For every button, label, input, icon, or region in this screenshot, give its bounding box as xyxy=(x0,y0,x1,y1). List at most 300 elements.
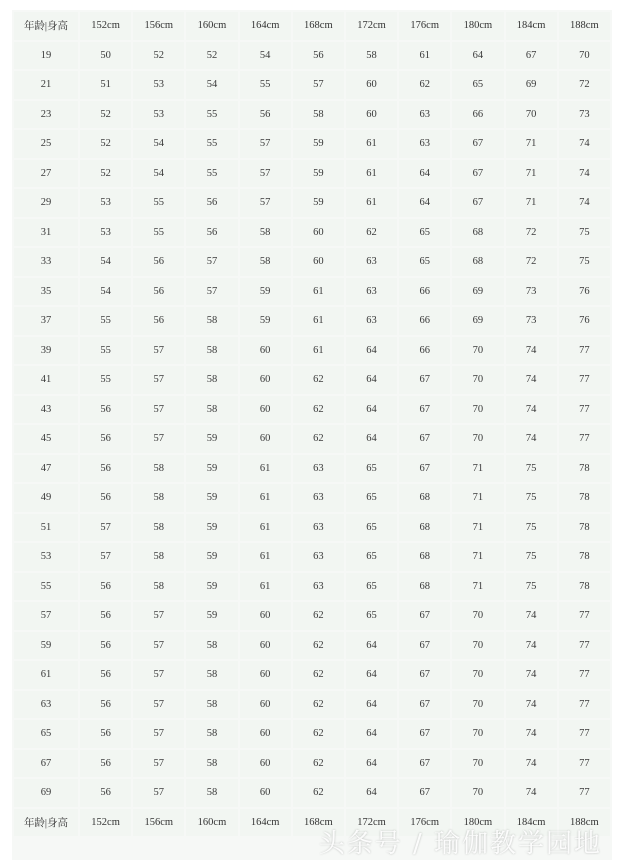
weight-cell: 75 xyxy=(506,543,557,571)
weight-cell: 75 xyxy=(506,455,557,483)
weight-cell: 59 xyxy=(186,455,237,483)
weight-cell: 53 xyxy=(80,219,131,247)
weight-cell: 56 xyxy=(80,691,131,719)
weight-cell: 58 xyxy=(240,248,291,276)
weight-cell: 67 xyxy=(399,750,450,778)
weight-cell: 63 xyxy=(293,484,344,512)
weight-cell: 76 xyxy=(559,278,610,306)
weight-cell: 56 xyxy=(133,278,184,306)
table-row xyxy=(14,455,610,483)
weight-cell: 57 xyxy=(186,248,237,276)
weight-cell: 59 xyxy=(186,602,237,630)
table-row xyxy=(14,750,610,778)
weight-cell: 58 xyxy=(133,484,184,512)
table-row xyxy=(14,484,610,512)
weight-cell: 58 xyxy=(186,396,237,424)
watermark-text: 头条号 / 瑜伽教学园地 xyxy=(318,829,602,859)
weight-cell: 56 xyxy=(133,248,184,276)
weight-cell: 59 xyxy=(186,514,237,542)
weight-cell: 73 xyxy=(559,101,610,129)
weight-cell: 65 xyxy=(346,573,397,601)
weight-cell: 70 xyxy=(452,779,503,807)
weight-cell: 65 xyxy=(346,543,397,571)
weight-cell: 71 xyxy=(452,455,503,483)
age-cell: 65 xyxy=(14,720,78,748)
height-header-cell: 176cm xyxy=(399,12,450,40)
weight-cell: 58 xyxy=(133,455,184,483)
table-row xyxy=(14,366,610,394)
weight-cell: 50 xyxy=(80,42,131,70)
weight-cell: 56 xyxy=(133,307,184,335)
table-row xyxy=(14,71,610,99)
weight-cell: 75 xyxy=(506,573,557,601)
table-row xyxy=(14,779,610,807)
weight-cell: 70 xyxy=(452,720,503,748)
weight-cell: 59 xyxy=(293,189,344,217)
weight-cell: 60 xyxy=(240,602,291,630)
weight-cell: 72 xyxy=(559,71,610,99)
weight-cell: 58 xyxy=(186,750,237,778)
weight-cell: 56 xyxy=(240,101,291,129)
weight-cell: 61 xyxy=(293,307,344,335)
weight-cell: 63 xyxy=(346,248,397,276)
age-cell: 35 xyxy=(14,278,78,306)
weight-cell: 67 xyxy=(399,632,450,660)
table-row xyxy=(14,543,610,571)
weight-cell: 78 xyxy=(559,484,610,512)
height-header-cell: 172cm xyxy=(346,809,397,837)
weight-cell: 64 xyxy=(346,779,397,807)
weight-cell: 58 xyxy=(186,307,237,335)
table-row xyxy=(14,248,610,276)
weight-cell: 60 xyxy=(346,101,397,129)
weight-cell: 57 xyxy=(133,337,184,365)
age-cell: 29 xyxy=(14,189,78,217)
weight-cell: 64 xyxy=(346,337,397,365)
weight-cell: 64 xyxy=(346,425,397,453)
weight-cell: 77 xyxy=(559,425,610,453)
age-cell: 45 xyxy=(14,425,78,453)
weight-cell: 78 xyxy=(559,573,610,601)
weight-cell: 63 xyxy=(293,455,344,483)
weight-cell: 62 xyxy=(293,779,344,807)
weight-cell: 64 xyxy=(346,632,397,660)
weight-cell: 65 xyxy=(346,484,397,512)
header-label-cell: 年龄|身高 xyxy=(14,12,78,40)
weight-cell: 58 xyxy=(293,101,344,129)
weight-cell: 74 xyxy=(506,396,557,424)
weight-cell: 74 xyxy=(506,602,557,630)
weight-cell: 67 xyxy=(399,779,450,807)
weight-cell: 61 xyxy=(240,514,291,542)
height-header-cell: 172cm xyxy=(346,12,397,40)
weight-cell: 70 xyxy=(559,42,610,70)
weight-cell: 74 xyxy=(559,130,610,158)
weight-cell: 57 xyxy=(133,396,184,424)
height-header-cell: 160cm xyxy=(186,12,237,40)
weight-cell: 52 xyxy=(80,101,131,129)
age-cell: 47 xyxy=(14,455,78,483)
height-header-cell: 160cm xyxy=(186,809,237,837)
weight-cell: 60 xyxy=(240,425,291,453)
age-cell: 67 xyxy=(14,750,78,778)
weight-cell: 58 xyxy=(186,720,237,748)
table-row xyxy=(14,691,610,719)
bottom-header-row xyxy=(14,809,610,837)
weight-cell: 70 xyxy=(452,691,503,719)
age-cell: 63 xyxy=(14,691,78,719)
weight-cell: 64 xyxy=(452,42,503,70)
weight-cell: 58 xyxy=(346,42,397,70)
weight-cell: 67 xyxy=(399,691,450,719)
weight-cell: 64 xyxy=(399,189,450,217)
weight-cell: 67 xyxy=(452,189,503,217)
weight-cell: 55 xyxy=(80,337,131,365)
height-header-cell: 164cm xyxy=(240,809,291,837)
age-cell: 39 xyxy=(14,337,78,365)
weight-cell: 77 xyxy=(559,750,610,778)
weight-cell: 65 xyxy=(346,514,397,542)
age-cell: 27 xyxy=(14,160,78,188)
weight-cell: 67 xyxy=(399,602,450,630)
weight-cell: 55 xyxy=(186,160,237,188)
weight-cell: 74 xyxy=(506,691,557,719)
weight-cell: 62 xyxy=(293,691,344,719)
height-header-cell: 156cm xyxy=(133,809,184,837)
weight-cell: 66 xyxy=(399,278,450,306)
weight-cell: 61 xyxy=(346,130,397,158)
weight-cell: 64 xyxy=(346,366,397,394)
weight-cell: 68 xyxy=(452,219,503,247)
weight-cell: 71 xyxy=(452,543,503,571)
weight-cell: 70 xyxy=(452,632,503,660)
weight-cell: 54 xyxy=(80,278,131,306)
weight-cell: 58 xyxy=(133,514,184,542)
weight-cell: 66 xyxy=(399,337,450,365)
weight-cell: 54 xyxy=(133,130,184,158)
weight-cell: 65 xyxy=(346,602,397,630)
weight-cell: 62 xyxy=(293,750,344,778)
weight-cell: 60 xyxy=(240,720,291,748)
weight-cell: 77 xyxy=(559,337,610,365)
weight-cell: 56 xyxy=(80,750,131,778)
weight-cell: 54 xyxy=(80,248,131,276)
weight-cell: 65 xyxy=(346,455,397,483)
weight-cell: 69 xyxy=(452,307,503,335)
weight-cell: 57 xyxy=(133,366,184,394)
table-row xyxy=(14,130,610,158)
weight-cell: 77 xyxy=(559,691,610,719)
table-row xyxy=(14,42,610,70)
weight-cell: 59 xyxy=(186,425,237,453)
weight-cell: 52 xyxy=(80,130,131,158)
weight-cell: 68 xyxy=(399,573,450,601)
weight-cell: 58 xyxy=(186,337,237,365)
weight-cell: 56 xyxy=(186,189,237,217)
height-header-cell: 152cm xyxy=(80,809,131,837)
age-cell: 61 xyxy=(14,661,78,689)
weight-cell: 54 xyxy=(240,42,291,70)
weight-cell: 57 xyxy=(133,691,184,719)
weight-cell: 77 xyxy=(559,632,610,660)
weight-cell: 74 xyxy=(559,189,610,217)
weight-cell: 64 xyxy=(346,661,397,689)
weight-cell: 68 xyxy=(399,543,450,571)
weight-cell: 61 xyxy=(293,278,344,306)
weight-cell: 60 xyxy=(240,366,291,394)
weight-cell: 63 xyxy=(293,514,344,542)
weight-cell: 68 xyxy=(452,248,503,276)
weight-cell: 66 xyxy=(399,307,450,335)
weight-cell: 61 xyxy=(240,484,291,512)
weight-cell: 57 xyxy=(133,750,184,778)
weight-cell: 56 xyxy=(80,632,131,660)
weight-cell: 57 xyxy=(240,189,291,217)
age-cell: 31 xyxy=(14,219,78,247)
weight-cell: 55 xyxy=(186,101,237,129)
table-row xyxy=(14,396,610,424)
weight-cell: 57 xyxy=(186,278,237,306)
weight-cell: 67 xyxy=(399,720,450,748)
weight-cell: 63 xyxy=(293,573,344,601)
weight-cell: 62 xyxy=(293,720,344,748)
age-cell: 41 xyxy=(14,366,78,394)
weight-cell: 77 xyxy=(559,779,610,807)
weight-cell: 61 xyxy=(240,573,291,601)
weight-cell: 74 xyxy=(506,661,557,689)
age-cell: 69 xyxy=(14,779,78,807)
height-header-cell: 188cm xyxy=(559,809,610,837)
height-header-cell: 152cm xyxy=(80,12,131,40)
weight-cell: 57 xyxy=(133,425,184,453)
table-row xyxy=(14,219,610,247)
weight-cell: 57 xyxy=(133,720,184,748)
weight-cell: 52 xyxy=(80,160,131,188)
weight-cell: 60 xyxy=(293,248,344,276)
weight-cell: 61 xyxy=(240,455,291,483)
weight-cell: 59 xyxy=(293,160,344,188)
height-header-cell: 168cm xyxy=(293,809,344,837)
weight-cell: 78 xyxy=(559,514,610,542)
weight-cell: 70 xyxy=(452,602,503,630)
weight-cell: 56 xyxy=(80,779,131,807)
weight-cell: 56 xyxy=(293,42,344,70)
weight-cell: 69 xyxy=(506,71,557,99)
table-row xyxy=(14,160,610,188)
weight-cell: 71 xyxy=(506,130,557,158)
weight-cell: 62 xyxy=(293,602,344,630)
weight-cell: 61 xyxy=(346,189,397,217)
weight-cell: 73 xyxy=(506,278,557,306)
weight-cell: 67 xyxy=(399,661,450,689)
age-cell: 55 xyxy=(14,573,78,601)
weight-cell: 59 xyxy=(186,573,237,601)
table-row xyxy=(14,661,610,689)
weight-cell: 70 xyxy=(452,661,503,689)
weight-cell: 78 xyxy=(559,543,610,571)
weight-cell: 56 xyxy=(80,396,131,424)
weight-cell: 58 xyxy=(186,632,237,660)
weight-cell: 67 xyxy=(506,42,557,70)
weight-cell: 70 xyxy=(452,750,503,778)
weight-cell: 61 xyxy=(399,42,450,70)
weight-cell: 64 xyxy=(399,160,450,188)
weight-cell: 65 xyxy=(399,248,450,276)
weight-cell: 71 xyxy=(452,514,503,542)
weight-cell: 60 xyxy=(240,779,291,807)
weight-cell: 74 xyxy=(506,750,557,778)
weight-cell: 52 xyxy=(186,42,237,70)
weight-cell: 53 xyxy=(80,189,131,217)
weight-cell: 57 xyxy=(133,779,184,807)
weight-cell: 58 xyxy=(240,219,291,247)
weight-cell: 67 xyxy=(399,366,450,394)
weight-cell: 67 xyxy=(399,425,450,453)
weight-cell: 51 xyxy=(80,71,131,99)
weight-table-frame xyxy=(12,10,612,860)
age-cell: 51 xyxy=(14,514,78,542)
weight-cell: 56 xyxy=(186,219,237,247)
weight-cell: 65 xyxy=(399,219,450,247)
table-row xyxy=(14,602,610,630)
table-row xyxy=(14,514,610,542)
weight-cell: 70 xyxy=(452,425,503,453)
weight-cell: 72 xyxy=(506,219,557,247)
height-header-cell: 180cm xyxy=(452,809,503,837)
weight-cell: 75 xyxy=(559,248,610,276)
weight-cell: 59 xyxy=(186,543,237,571)
weight-cell: 78 xyxy=(559,455,610,483)
weight-cell: 52 xyxy=(133,42,184,70)
weight-cell: 70 xyxy=(452,396,503,424)
weight-cell: 56 xyxy=(80,720,131,748)
age-cell: 19 xyxy=(14,42,78,70)
weight-cell: 62 xyxy=(293,632,344,660)
age-cell: 49 xyxy=(14,484,78,512)
weight-cell: 58 xyxy=(186,779,237,807)
height-header-cell: 156cm xyxy=(133,12,184,40)
weight-cell: 58 xyxy=(186,366,237,394)
weight-cell: 57 xyxy=(80,543,131,571)
table-row xyxy=(14,573,610,601)
weight-cell: 55 xyxy=(80,307,131,335)
weight-cell: 71 xyxy=(506,160,557,188)
table-row xyxy=(14,337,610,365)
weight-cell: 69 xyxy=(452,278,503,306)
table-row xyxy=(14,632,610,660)
weight-cell: 63 xyxy=(346,307,397,335)
weight-cell: 74 xyxy=(506,632,557,660)
weight-cell: 77 xyxy=(559,396,610,424)
table-row xyxy=(14,278,610,306)
weight-cell: 60 xyxy=(240,632,291,660)
table-row xyxy=(14,189,610,217)
weight-cell: 61 xyxy=(346,160,397,188)
weight-cell: 56 xyxy=(80,484,131,512)
weight-cell: 71 xyxy=(452,573,503,601)
weight-cell: 55 xyxy=(80,366,131,394)
height-header-cell: 164cm xyxy=(240,12,291,40)
weight-cell: 61 xyxy=(293,337,344,365)
table-row xyxy=(14,425,610,453)
height-header-cell: 184cm xyxy=(506,809,557,837)
weight-cell: 57 xyxy=(293,71,344,99)
age-cell: 53 xyxy=(14,543,78,571)
weight-cell: 59 xyxy=(240,278,291,306)
weight-cell: 58 xyxy=(133,543,184,571)
weight-cell: 72 xyxy=(506,248,557,276)
weight-cell: 74 xyxy=(506,779,557,807)
age-cell: 23 xyxy=(14,101,78,129)
weight-cell: 55 xyxy=(240,71,291,99)
weight-cell: 62 xyxy=(346,219,397,247)
weight-cell: 75 xyxy=(506,484,557,512)
weight-cell: 61 xyxy=(240,543,291,571)
age-cell: 59 xyxy=(14,632,78,660)
weight-cell: 64 xyxy=(346,396,397,424)
weight-cell: 64 xyxy=(346,691,397,719)
weight-cell: 62 xyxy=(293,425,344,453)
top-header-row xyxy=(14,12,610,40)
weight-cell: 71 xyxy=(506,189,557,217)
weight-cell: 77 xyxy=(559,366,610,394)
weight-cell: 64 xyxy=(346,750,397,778)
weight-cell: 60 xyxy=(346,71,397,99)
weight-cell: 57 xyxy=(133,602,184,630)
weight-cell: 74 xyxy=(506,720,557,748)
weight-cell: 76 xyxy=(559,307,610,335)
weight-cell: 62 xyxy=(399,71,450,99)
weight-cell: 74 xyxy=(506,366,557,394)
weight-cell: 67 xyxy=(399,455,450,483)
weight-cell: 56 xyxy=(80,602,131,630)
weight-cell: 74 xyxy=(506,425,557,453)
weight-height-age-table xyxy=(12,10,612,838)
weight-cell: 70 xyxy=(452,366,503,394)
weight-cell: 74 xyxy=(559,160,610,188)
weight-cell: 62 xyxy=(293,366,344,394)
height-header-cell: 188cm xyxy=(559,12,610,40)
weight-cell: 57 xyxy=(80,514,131,542)
weight-cell: 57 xyxy=(133,632,184,660)
weight-cell: 68 xyxy=(399,514,450,542)
height-header-cell: 168cm xyxy=(293,12,344,40)
weight-cell: 60 xyxy=(240,396,291,424)
height-header-cell: 184cm xyxy=(506,12,557,40)
age-cell: 57 xyxy=(14,602,78,630)
weight-cell: 53 xyxy=(133,71,184,99)
table-row xyxy=(14,720,610,748)
age-cell: 21 xyxy=(14,71,78,99)
weight-cell: 56 xyxy=(80,425,131,453)
table-row xyxy=(14,101,610,129)
weight-cell: 60 xyxy=(240,661,291,689)
weight-cell: 56 xyxy=(80,455,131,483)
weight-cell: 71 xyxy=(452,484,503,512)
weight-cell: 59 xyxy=(293,130,344,158)
weight-cell: 74 xyxy=(506,337,557,365)
weight-cell: 60 xyxy=(240,691,291,719)
weight-cell: 62 xyxy=(293,661,344,689)
weight-cell: 60 xyxy=(293,219,344,247)
weight-cell: 58 xyxy=(133,573,184,601)
weight-cell: 65 xyxy=(452,71,503,99)
weight-cell: 54 xyxy=(186,71,237,99)
age-cell: 33 xyxy=(14,248,78,276)
weight-cell: 75 xyxy=(506,514,557,542)
weight-cell: 67 xyxy=(452,130,503,158)
weight-cell: 62 xyxy=(293,396,344,424)
